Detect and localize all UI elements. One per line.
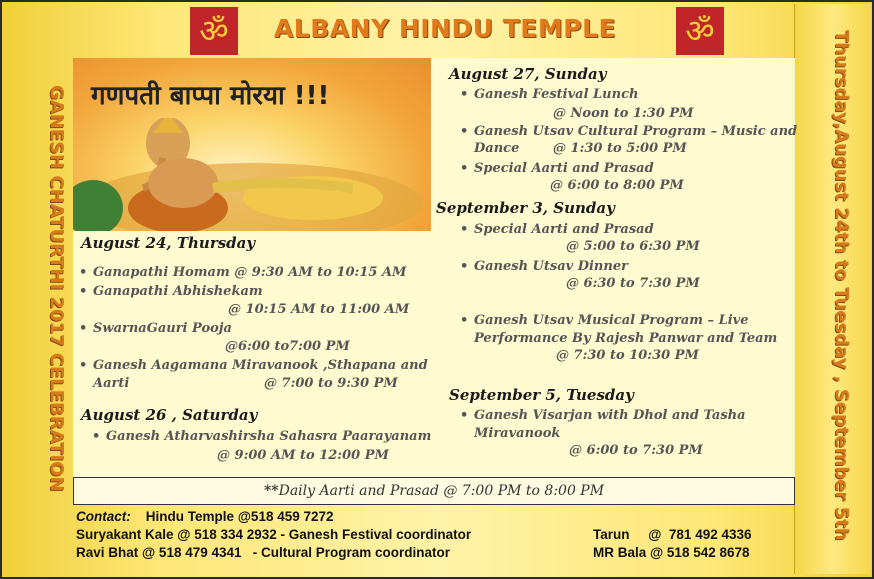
event-text: Special Aarti and Prasad bbox=[474, 222, 654, 237]
event-item: • Ganesh Utsav Dinner bbox=[460, 259, 628, 274]
day-heading: September 5, Tuesday bbox=[449, 386, 634, 404]
daily-text: Daily Aarti and Prasad @ 7:00 PM to 8:00 PM bbox=[278, 483, 605, 499]
event-text: Ganesh Utsav Dinner bbox=[474, 259, 628, 274]
event-time: @ 7:30 to 10:30 PM bbox=[556, 348, 699, 363]
event-item: • Ganesh Utsav Musical Program – Live bbox=[460, 313, 749, 328]
day-heading: August 26 , Saturday bbox=[81, 406, 258, 424]
event-text: Aarti bbox=[93, 376, 130, 391]
event-text: Ganapathi Homam @ 9:30 AM to 10:15 AM bbox=[93, 265, 407, 280]
event-time: @ 6:00 to 8:00 PM bbox=[550, 178, 684, 193]
event-time: @ 1:30 to 5:00 PM bbox=[553, 141, 687, 156]
ganesh-image-icon bbox=[73, 118, 431, 231]
contact-line bbox=[76, 509, 334, 524]
daily-aarti-banner bbox=[73, 477, 795, 505]
event-item: • Ganesh Aagamana Miravanook ,Sthapana and bbox=[79, 358, 428, 373]
event-text: Ganesh Utsav Musical Program – Live bbox=[474, 313, 749, 328]
event-text: Miravanook bbox=[474, 426, 561, 441]
event-text: Ganesh Aagamana Miravanook ,Sthapana and bbox=[93, 358, 428, 373]
event-time: @ 7:00 to 9:30 PM bbox=[264, 376, 398, 391]
event-text: Performance By Rajesh Panwar and Team bbox=[474, 331, 778, 346]
event-time: @ 6:30 to 7:30 PM bbox=[566, 276, 700, 291]
contact-line: MR Bala @ 518 542 8678 bbox=[593, 545, 750, 560]
event-text: Dance bbox=[474, 141, 520, 156]
event-item: • Ganesh Utsav Cultural Program – Music and bbox=[460, 124, 798, 139]
event-item: • Ganapathi Homam @ 9:30 AM to 10:15 AM bbox=[79, 265, 407, 280]
event-time: @ 5:00 to 6:30 PM bbox=[566, 239, 700, 254]
event-text: Ganesh Utsav Cultural Program – Music and bbox=[474, 124, 798, 139]
event-time: @ 9:00 AM to 12:00 PM bbox=[217, 448, 389, 463]
event-item: • Ganapathi Abhishekam bbox=[79, 284, 263, 299]
om-logo-left: ॐ bbox=[190, 7, 238, 55]
page-title: ALBANY HINDU TEMPLE bbox=[273, 14, 617, 43]
contact-temple: Hindu Temple @518 459 7272 bbox=[145, 509, 334, 524]
event-time: @ Noon to 1:30 PM bbox=[553, 106, 694, 121]
event-item: • Special Aarti and Prasad bbox=[460, 222, 654, 237]
event-time: @ 6:00 to 7:30 PM bbox=[569, 443, 703, 458]
event-item: • Special Aarti and Prasad bbox=[460, 161, 654, 176]
contact-line: Ravi Bhat @ 518 479 4341 - Cultural Program coordinator bbox=[76, 545, 451, 560]
day-heading: August 27, Sunday bbox=[449, 65, 607, 83]
ganesh-banner bbox=[73, 58, 431, 231]
event-text: Ganesh Visarjan with Dhol and Tasha bbox=[474, 408, 746, 423]
event-item: • Ganesh Festival Lunch bbox=[460, 87, 639, 102]
event-item: • SwarnaGauri Pooja bbox=[79, 321, 232, 336]
contact-line: Tarun @ 781 492 4336 bbox=[593, 527, 752, 542]
event-time: @ 10:15 AM to 11:00 AM bbox=[228, 302, 410, 317]
contact-label: Contact: bbox=[76, 509, 131, 524]
event-text: Ganapathi Abhishekam bbox=[93, 284, 263, 299]
banner-text: गणपती बाप्पा मोरया !!! bbox=[91, 81, 330, 111]
day-heading: September 3, Sunday bbox=[436, 199, 615, 217]
event-text: SwarnaGauri Pooja bbox=[93, 321, 232, 336]
event-text: Ganesh Festival Lunch bbox=[474, 87, 639, 102]
event-item: • Ganesh Atharvashirsha Sahasra Paarayanam bbox=[92, 429, 432, 444]
om-logo-right: ॐ bbox=[676, 7, 724, 55]
event-text: Special Aarti and Prasad bbox=[474, 161, 654, 176]
side-title-right: Thursday,August 24th to Tuesday , September 5th bbox=[831, 30, 852, 541]
side-title-left: GANESH CHATURTHI 2017 CELEBRATION bbox=[46, 85, 67, 492]
event-item: • Ganesh Visarjan with Dhol and Tasha bbox=[460, 408, 746, 423]
event-text: Ganesh Atharvashirsha Sahasra Paarayanam bbox=[106, 429, 432, 444]
daily-prefix: ** bbox=[263, 483, 279, 499]
contact-line: Suryakant Kale @ 518 334 2932 - Ganesh Festival coordinator bbox=[76, 527, 472, 542]
event-time: @6:00 to7:00 PM bbox=[225, 339, 350, 354]
day-heading: August 24, Thursday bbox=[81, 234, 256, 252]
